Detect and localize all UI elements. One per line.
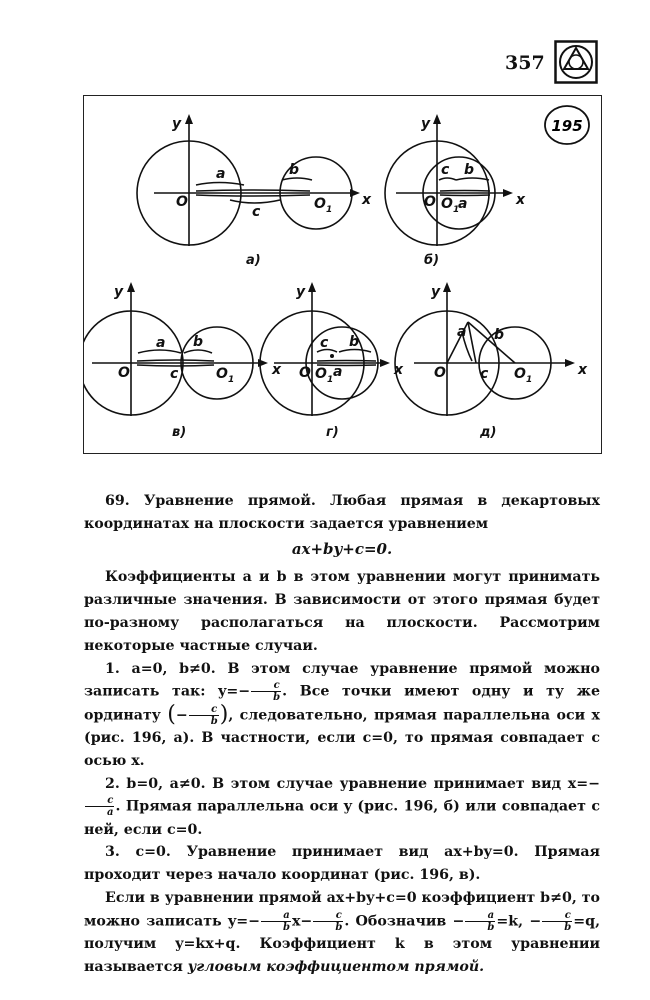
paragraph-case-2 — [84, 773, 600, 842]
caption-d: д) — [480, 425, 497, 440]
paragraph-case-1: 1. a=0, b≠0. В этом случае уравнение прямой можно записать так: y=− $\frac{c}{b}$ . Все точки имеют одну и ту же ординату (− $\frac{c}{b}$ ), следовательно, прямая параллельна оси x (рис. 196, а). В частности, если c=0, то прямая совпадает с осью x. — [84, 660, 600, 769]
svg-text:O: O — [315, 366, 327, 382]
svg-text:x: x — [578, 362, 588, 378]
svg-text:1: 1 — [327, 375, 334, 385]
panel-a — [137, 118, 356, 246]
svg-text:a: a — [458, 196, 468, 212]
figure-number: 195 — [551, 117, 583, 135]
svg-text:O: O — [434, 365, 446, 381]
svg-text:c: c — [480, 366, 489, 382]
svg-text:y: y — [114, 284, 124, 300]
svg-text:y: y — [296, 284, 306, 300]
case2-text-b: . Прямая параллельна оси y (рис. 196, б) или совпадает с ней, если c=0. — [84, 798, 600, 838]
svg-text:x: x — [394, 362, 404, 378]
figure-195-drawing — [84, 96, 601, 453]
svg-text:c: c — [320, 335, 329, 351]
caption-g: г) — [326, 425, 339, 440]
svg-text:O: O — [441, 196, 453, 212]
svg-text:y: y — [421, 116, 431, 132]
page-number: 357 — [505, 52, 545, 74]
svg-text:b: b — [464, 162, 475, 178]
svg-text:y: y — [431, 284, 441, 300]
case1-text-a: 1. a=0, b≠0. В этом случае уравнение прямой можно записать так: y=− — [84, 660, 600, 700]
fraction-c-over-b: $\frac{c}{b}$ — [251, 680, 281, 703]
svg-text:O: O — [176, 194, 188, 210]
caption-v: в) — [172, 425, 187, 440]
svg-text:O: O — [514, 366, 526, 382]
svg-text:x: x — [362, 192, 372, 208]
svg-text:x: x — [272, 362, 282, 378]
svg-text:b: b — [193, 334, 204, 350]
caption-a: а) — [246, 253, 261, 268]
svg-text:a: a — [457, 324, 467, 340]
intro-text: Любая прямая в декартовых координатах на плоскости задается уравнением — [84, 493, 600, 532]
fraction-c-over-a: $\frac{c}{a}$ — [85, 795, 114, 818]
panel-v — [84, 286, 264, 416]
svg-text:O: O — [118, 365, 130, 381]
svg-text:O: O — [424, 194, 436, 210]
section-title: 69. Уравнение прямой. — [105, 493, 316, 509]
case1-text-b: . Все точки имеют одну и ту же ординату — [84, 683, 600, 724]
svg-text:x: x — [516, 192, 526, 208]
caption-b: б) — [424, 253, 440, 268]
geometry-logo-icon — [554, 40, 598, 84]
svg-text:O: O — [216, 366, 228, 382]
term-slope-coefficient: угловым коэффициентом прямой. — [187, 958, 485, 975]
svg-text:1: 1 — [228, 375, 235, 385]
paragraph-coefficients: Коэффициенты a и b в этом уравнении могут принимать различные значения. В зависимости от этого прямая будет по-разному располагаться на плоскости. Рассмотрим некоторые частные случаи. — [84, 569, 600, 654]
panel-d — [395, 286, 571, 416]
svg-text:y: y — [172, 116, 182, 132]
svg-text:b: b — [289, 162, 300, 178]
paragraph-case-3: 3. c=0. Уравнение принимает вид ax+by=0. Прямая проходит через начало координат (рис. 196, в). — [84, 844, 600, 884]
case2-text-a: 2. b=0, a≠0. В этом случае уравнение принимает вид x=− — [105, 775, 600, 792]
svg-text:1: 1 — [526, 375, 533, 385]
svg-text:1: 1 — [326, 205, 333, 215]
svg-text:O: O — [299, 365, 311, 381]
figure-badge — [545, 106, 589, 144]
main-equation: ax+by+c=0. — [291, 539, 393, 558]
svg-text:c: c — [170, 366, 179, 382]
svg-text:b: b — [349, 334, 360, 350]
svg-text:a: a — [333, 364, 343, 380]
paragraph-intro — [84, 490, 600, 536]
case1-text-c: , следовательно, прямая параллельна оси x (рис. 196, а). В частности, если c=0, то прямая совпадает с осью x. — [84, 707, 600, 769]
svg-text:1: 1 — [453, 205, 460, 215]
panel-g — [260, 286, 386, 416]
svg-text:O: O — [314, 196, 326, 212]
svg-text:a: a — [156, 335, 166, 351]
body-text — [84, 490, 600, 979]
panel-b — [385, 118, 509, 246]
svg-text:b: b — [494, 327, 505, 343]
svg-text:a: a — [216, 166, 226, 182]
figure-195 — [83, 95, 602, 454]
paragraph-slope: Если в уравнении прямой ax+by+c=0 коэффициент b≠0, то можно записать y=− $\frac{a}{b}$ x− $\frac{c}{b}$ . Обозначив − $\frac{a}{b}$ =k, − $\frac{c}{b}$ =q, получим y=kx+q. Коэффициент k в этом уравнении называется угловым коэффициентом прямой. — [84, 890, 601, 975]
svg-text:c: c — [441, 162, 450, 178]
svg-text:c: c — [252, 204, 261, 220]
